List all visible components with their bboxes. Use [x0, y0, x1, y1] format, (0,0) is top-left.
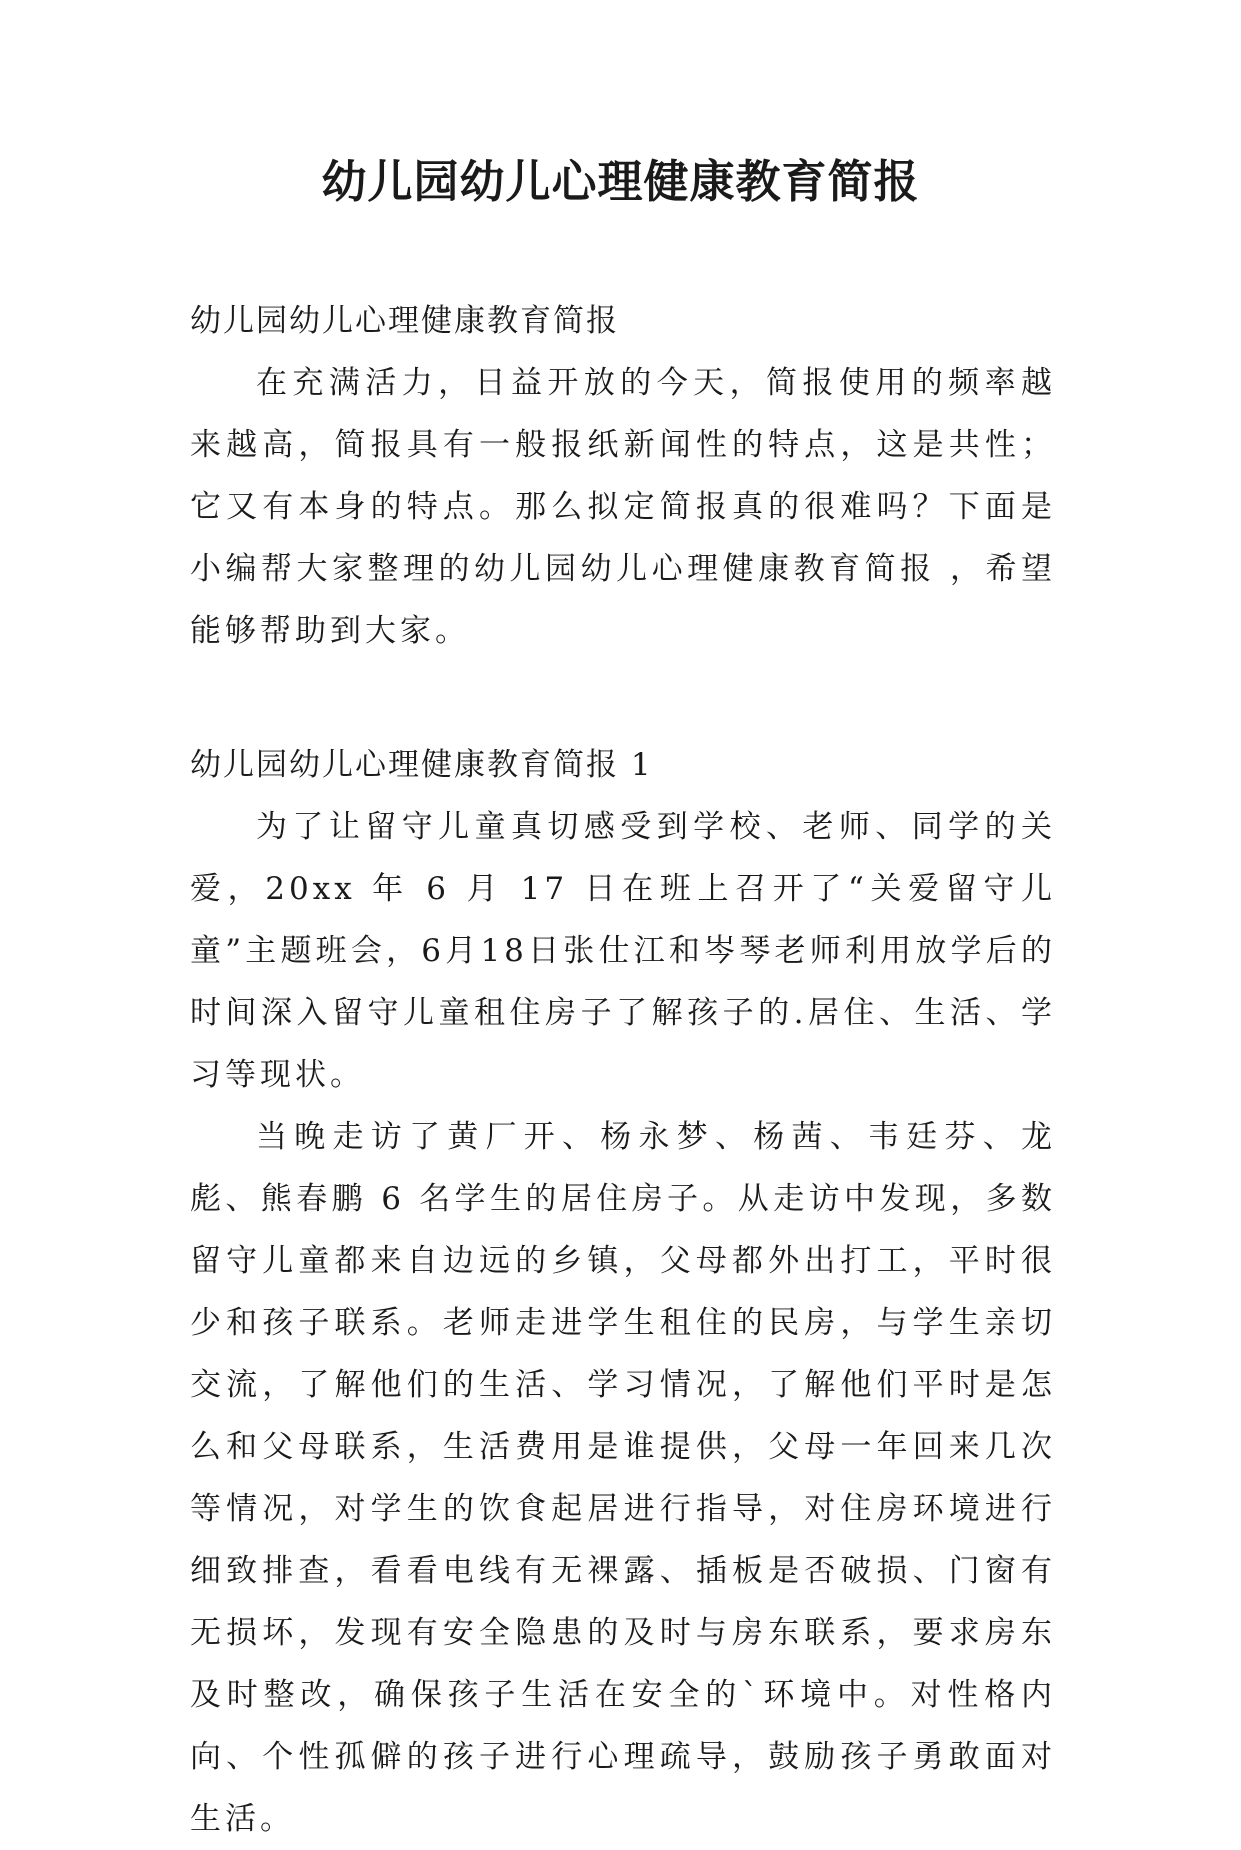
section-heading: 幼儿园幼儿心理健康教育简报 1	[190, 747, 653, 783]
section-spacer	[190, 662, 1056, 734]
section-paragraph-2: 当晚走访了黄厂开、杨永梦、杨茜、韦廷芬、龙彪、熊春鹏 6 名学生的居住房子。从走访中发现，多数留守儿童都来自边远的乡镇，父母都外出打工，平时很少和孩子联系。老师走进学生租住的民房，与学生亲切交流，了解他们的生活、学习情况，了解他们平时是怎么和父母联系，生活费用是谁提供，父母一年回来几次等情况，对学生的饮食起居进行指导，对住房环境进行细致排查，看看电线有无裸露、插板是否破损、门窗有无损坏，发现有安全隐患的及时与房东联系，要求房东及时整改，确保孩子生活在安全的`环境中。对性格内向、个性孤僻的孩子进行心理疏导，鼓励孩子勇敢面对生活。	[190, 1119, 1056, 1837]
intro-heading: 幼儿园幼儿心理健康教育简报	[190, 303, 619, 339]
section-paragraph-1: 为了让留守儿童真切感受到学校、老师、同学的关爱，20xx 年 6 月 17 日在班上召开了“关爱留守儿童”主题班会，6月18日张仕江和岑琴老师利用放学后的时间深入留守儿童租住房子了解孩子的.居住、生活、学习等现状。	[190, 809, 1056, 1093]
intro-paragraph: 在充满活力，日益开放的今天，简报使用的频率越来越高，简报具有一般报纸新闻性的特点，这是共性；它又有本身的特点。那么拟定简报真的很难吗？下面是小编帮大家整理的幼儿园幼儿心理健康教育简报 ，希望能够帮助到大家。	[190, 365, 1056, 649]
document-body	[190, 290, 1056, 1850]
document-title: 幼儿园幼儿心理健康教育简报	[321, 155, 920, 208]
